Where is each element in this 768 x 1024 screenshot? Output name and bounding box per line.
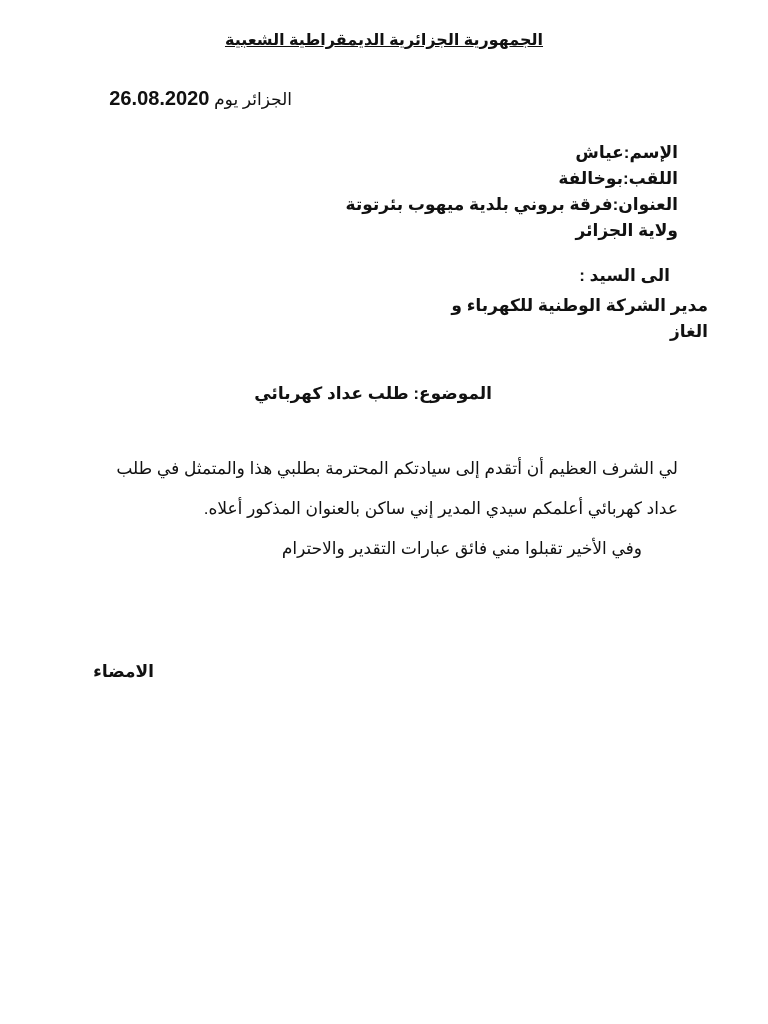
body-line-1: لي الشرف العظيم أن أتقدم إلى سيادتكم المحترمة بطلبي هذا والمتمثل في طلب (116, 459, 678, 478)
letter-date: 26.08.2020 (109, 88, 210, 110)
letter-subject: الموضوع: طلب عداد كهربائي (254, 384, 492, 403)
sender-address-line1: العنوان:فرقة بروني بلدية ميهوب بئرتوتة (345, 195, 678, 214)
body-line-3: وفي الأخير تقبلوا مني فائق عبارات التقدير والاحترام (281, 539, 642, 558)
recipient-block (451, 293, 708, 345)
place-date-line (109, 88, 292, 111)
sender-surname: اللقب:بوخالفة (558, 169, 678, 188)
country-header: الجمهورية الجزائرية الديمقراطية الشعبية (224, 32, 544, 49)
recipient-line2: الغاز (670, 322, 708, 341)
body-line-2: عداد كهربائي أعلمكم سيدي المدير إني ساكن بالعنوان المذكور أعلاه. (203, 499, 678, 518)
sender-block (346, 140, 678, 244)
place-prefix: الجزائر يوم (214, 90, 292, 109)
recipient-line1: مدير الشركة الوطنية للكهرباء و (451, 296, 708, 315)
sender-name: الإسم:عياش (575, 143, 678, 162)
letter-body (116, 449, 678, 569)
signature-label: الامضاء (93, 662, 154, 681)
recipient-label: الى السيد : (579, 266, 670, 285)
sender-address-line2: ولاية الجزائر (575, 221, 678, 240)
